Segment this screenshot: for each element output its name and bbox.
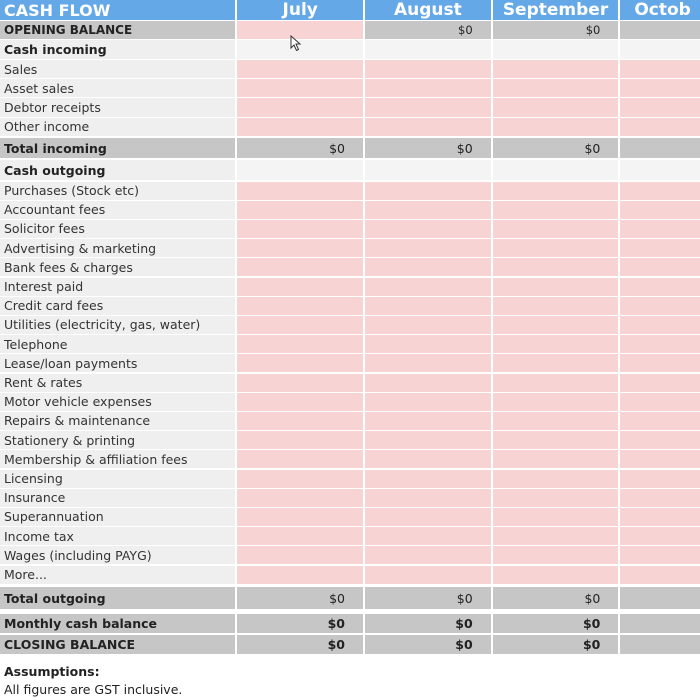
table-row <box>0 527 700 546</box>
input-cell-1[interactable] <box>365 508 493 527</box>
row-label: Insurance <box>0 489 237 508</box>
input-cell-3[interactable] <box>620 431 700 450</box>
month-header: August <box>365 0 493 21</box>
input-cell-3[interactable] <box>620 239 700 258</box>
row-label: Rent & rates <box>0 374 237 393</box>
monthly-balance-label: Monthly cash balance <box>0 614 237 634</box>
monthly-balance-row <box>0 614 700 634</box>
input-cell-2[interactable] <box>493 431 621 450</box>
input-cell-1[interactable] <box>365 258 493 277</box>
input-cell-0[interactable] <box>237 278 365 297</box>
input-cell-1[interactable] <box>365 566 493 585</box>
total-outgoing-row <box>0 587 700 610</box>
input-cell-3[interactable] <box>620 470 700 489</box>
input-cell-2[interactable] <box>493 239 621 258</box>
table-row <box>0 470 700 489</box>
input-cell-2[interactable] <box>493 278 621 297</box>
input-cell-3[interactable] <box>620 220 700 239</box>
table-row <box>0 79 700 98</box>
input-cell-2[interactable] <box>493 354 621 373</box>
input-cell-0[interactable] <box>237 316 365 335</box>
input-cell-2[interactable] <box>493 470 621 489</box>
input-cell-2[interactable] <box>493 508 621 527</box>
input-cell-0[interactable] <box>237 239 365 258</box>
input-cell-0[interactable] <box>237 297 365 316</box>
input-cell-2[interactable] <box>493 79 621 98</box>
input-cell-0[interactable] <box>237 60 365 79</box>
input-cell-1[interactable] <box>365 546 493 565</box>
row-label: More... <box>0 566 237 585</box>
input-cell-0[interactable] <box>237 566 365 585</box>
input-cell-1[interactable] <box>365 431 493 450</box>
section-cell-2[interactable] <box>493 40 621 60</box>
input-cell-0[interactable] <box>237 201 365 220</box>
row-label: Membership & affiliation fees <box>0 450 237 469</box>
section-row <box>0 160 700 181</box>
input-cell-0[interactable] <box>237 79 365 98</box>
input-cell-0[interactable] <box>237 220 365 239</box>
input-cell-3[interactable] <box>620 566 700 585</box>
input-cell-3[interactable] <box>620 297 700 316</box>
table-row <box>0 278 700 297</box>
input-cell-2[interactable] <box>493 374 621 393</box>
input-cell-0[interactable] <box>237 335 365 354</box>
input-cell-2[interactable] <box>493 489 621 508</box>
input-cell-0[interactable] <box>237 527 365 546</box>
table-row <box>0 98 700 117</box>
monthly-balance-cell-3[interactable] <box>620 614 700 634</box>
row-label: Advertising & marketing <box>0 239 237 258</box>
table-row <box>0 258 700 277</box>
row-label: Debtor receipts <box>0 98 237 117</box>
input-cell-3[interactable] <box>620 546 700 565</box>
row-label: Credit card fees <box>0 297 237 316</box>
row-label: Other income <box>0 118 237 137</box>
input-cell-3[interactable] <box>620 118 700 137</box>
total-outgoing-cell-1[interactable]: $0 <box>365 587 493 610</box>
input-cell-3[interactable] <box>620 412 700 431</box>
input-cell-2[interactable] <box>493 393 621 412</box>
input-cell-3[interactable] <box>620 374 700 393</box>
input-cell-0[interactable] <box>237 374 365 393</box>
input-cell-3[interactable] <box>620 316 700 335</box>
input-cell-3[interactable] <box>620 354 700 373</box>
cash-outgoing-heading: Cash outgoing <box>0 160 237 181</box>
input-cell-2[interactable] <box>493 220 621 239</box>
closing-balance-label: CLOSING BALANCE <box>0 635 237 655</box>
input-cell-3[interactable] <box>620 201 700 220</box>
row-label: Motor vehicle expenses <box>0 393 237 412</box>
input-cell-1[interactable] <box>365 393 493 412</box>
input-cell-0[interactable] <box>237 470 365 489</box>
section-row <box>0 40 700 60</box>
input-cell-1[interactable] <box>365 297 493 316</box>
input-cell-2[interactable] <box>493 335 621 354</box>
input-cell-2[interactable] <box>493 297 621 316</box>
input-cell-0[interactable] <box>237 393 365 412</box>
table-row <box>0 508 700 527</box>
opening-balance-cell-2[interactable]: $0 <box>493 21 621 40</box>
section-cell-1[interactable] <box>365 40 493 60</box>
input-cell-0[interactable] <box>237 508 365 527</box>
input-cell-3[interactable] <box>620 489 700 508</box>
table-row <box>0 546 700 565</box>
section-cell-3[interactable] <box>620 160 700 181</box>
row-label: Interest paid <box>0 278 237 297</box>
assumptions-note: All figures are GST inclusive. <box>4 682 183 697</box>
input-cell-1[interactable] <box>365 60 493 79</box>
input-cell-2[interactable] <box>493 412 621 431</box>
input-cell-0[interactable] <box>237 98 365 117</box>
total-incoming-cell-3[interactable] <box>620 138 700 159</box>
closing-balance-cell-3[interactable] <box>620 635 700 655</box>
opening-balance-row <box>0 21 700 40</box>
monthly-balance-cell-1[interactable]: $0 <box>365 614 493 634</box>
input-cell-1[interactable] <box>365 239 493 258</box>
input-cell-1[interactable] <box>365 98 493 117</box>
input-cell-2[interactable] <box>493 98 621 117</box>
input-cell-1[interactable] <box>365 220 493 239</box>
closing-balance-row <box>0 635 700 655</box>
table-row <box>0 489 700 508</box>
input-cell-0[interactable] <box>237 354 365 373</box>
closing-balance-cell-0[interactable]: $0 <box>237 635 365 655</box>
assumptions-label: Assumptions: <box>4 664 100 679</box>
table-row <box>0 431 700 450</box>
input-cell-1[interactable] <box>365 118 493 137</box>
table-row <box>0 220 700 239</box>
input-cell-3[interactable] <box>620 182 700 201</box>
input-cell-0[interactable] <box>237 489 365 508</box>
input-cell-1[interactable] <box>365 79 493 98</box>
input-cell-1[interactable] <box>365 412 493 431</box>
input-cell-3[interactable] <box>620 508 700 527</box>
month-header: September <box>493 0 621 21</box>
row-label: Lease/loan payments <box>0 354 237 373</box>
total-outgoing-cell-0[interactable]: $0 <box>237 587 365 610</box>
input-cell-3[interactable] <box>620 258 700 277</box>
input-cell-3[interactable] <box>620 393 700 412</box>
total-incoming-cell-2[interactable]: $0 <box>493 138 621 159</box>
input-cell-0[interactable] <box>237 182 365 201</box>
row-label: Licensing <box>0 470 237 489</box>
closing-balance-cell-2[interactable]: $0 <box>493 635 621 655</box>
input-cell-1[interactable] <box>365 335 493 354</box>
row-label: Accountant fees <box>0 201 237 220</box>
input-cell-0[interactable] <box>237 450 365 469</box>
input-cell-0[interactable] <box>237 258 365 277</box>
input-cell-3[interactable] <box>620 79 700 98</box>
row-label: Income tax <box>0 527 237 546</box>
monthly-balance-cell-2[interactable]: $0 <box>493 614 621 634</box>
input-cell-2[interactable] <box>493 258 621 277</box>
input-cell-2[interactable] <box>493 316 621 335</box>
table-row <box>0 60 700 79</box>
input-cell-3[interactable] <box>620 98 700 117</box>
total-incoming-cell-1[interactable]: $0 <box>365 138 493 159</box>
row-label: Purchases (Stock etc) <box>0 182 237 201</box>
month-header: Octob <box>620 0 700 21</box>
input-cell-3[interactable] <box>620 450 700 469</box>
row-label: Superannuation <box>0 508 237 527</box>
input-cell-1[interactable] <box>365 374 493 393</box>
header-row <box>0 0 700 21</box>
input-cell-0[interactable] <box>237 118 365 137</box>
table-row <box>0 566 700 585</box>
row-label: Stationery & printing <box>0 431 237 450</box>
input-cell-1[interactable] <box>365 450 493 469</box>
table-row <box>0 182 700 201</box>
total-incoming-label: Total incoming <box>0 138 237 159</box>
input-cell-2[interactable] <box>493 182 621 201</box>
table-row <box>0 201 700 220</box>
row-label: Wages (including PAYG) <box>0 546 237 565</box>
sheet-title: CASH FLOW <box>0 0 237 21</box>
cash-incoming-heading: Cash incoming <box>0 40 237 60</box>
closing-balance-cell-1[interactable]: $0 <box>365 635 493 655</box>
input-cell-2[interactable] <box>493 566 621 585</box>
opening-balance-cell-1[interactable]: $0 <box>365 21 493 40</box>
section-cell-2[interactable] <box>493 160 621 181</box>
input-cell-2[interactable] <box>493 118 621 137</box>
table-row <box>0 239 700 258</box>
input-cell-1[interactable] <box>365 470 493 489</box>
row-label: Repairs & maintenance <box>0 412 237 431</box>
opening-balance-label: OPENING BALANCE <box>0 21 237 40</box>
input-cell-1[interactable] <box>365 316 493 335</box>
total-incoming-row <box>0 138 700 159</box>
input-cell-1[interactable] <box>365 201 493 220</box>
section-cell-3[interactable] <box>620 40 700 60</box>
row-label: Sales <box>0 60 237 79</box>
table-row <box>0 412 700 431</box>
table-row <box>0 450 700 469</box>
row-label: Utilities (electricity, gas, water) <box>0 316 237 335</box>
input-cell-2[interactable] <box>493 546 621 565</box>
input-cell-2[interactable] <box>493 527 621 546</box>
input-cell-2[interactable] <box>493 201 621 220</box>
table-row <box>0 297 700 316</box>
row-label: Solicitor fees <box>0 220 237 239</box>
input-cell-1[interactable] <box>365 354 493 373</box>
table-row <box>0 354 700 373</box>
input-cell-0[interactable] <box>237 412 365 431</box>
input-cell-2[interactable] <box>493 60 621 79</box>
total-incoming-cell-0[interactable]: $0 <box>237 138 365 159</box>
input-cell-0[interactable] <box>237 546 365 565</box>
row-label: Asset sales <box>0 79 237 98</box>
input-cell-0[interactable] <box>237 431 365 450</box>
input-cell-3[interactable] <box>620 335 700 354</box>
input-cell-2[interactable] <box>493 450 621 469</box>
table-row <box>0 393 700 412</box>
table-row <box>0 335 700 354</box>
input-cell-1[interactable] <box>365 278 493 297</box>
table-row <box>0 374 700 393</box>
section-cell-0[interactable] <box>237 160 365 181</box>
input-cell-3[interactable] <box>620 60 700 79</box>
input-cell-1[interactable] <box>365 527 493 546</box>
row-label: Bank fees & charges <box>0 258 237 277</box>
table-row <box>0 118 700 137</box>
table-row <box>0 316 700 335</box>
row-label: Telephone <box>0 335 237 354</box>
month-header: July <box>237 0 365 21</box>
input-cell-1[interactable] <box>365 489 493 508</box>
input-cell-3[interactable] <box>620 278 700 297</box>
input-cell-3[interactable] <box>620 527 700 546</box>
section-cell-1[interactable] <box>365 160 493 181</box>
total-outgoing-cell-3[interactable] <box>620 587 700 610</box>
mouse-cursor-icon <box>290 35 302 52</box>
total-outgoing-cell-2[interactable]: $0 <box>493 587 621 610</box>
opening-balance-cell-3[interactable] <box>620 21 700 40</box>
total-outgoing-label: Total outgoing <box>0 587 237 610</box>
monthly-balance-cell-0[interactable]: $0 <box>237 614 365 634</box>
input-cell-1[interactable] <box>365 182 493 201</box>
